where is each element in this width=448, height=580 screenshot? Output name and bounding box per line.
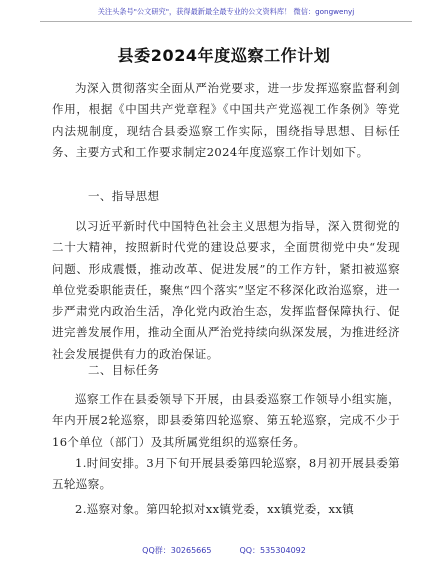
footer-qq: QQ：535304092 [239,546,306,555]
section-heading-goals: 二、目标任务 [88,363,160,377]
inspection-targets-item: 2.巡察对象。第四轮拟对xx镇党委，xx镇党委，xx镇 [75,502,355,516]
guiding-thought-paragraph: 以习近平新时代中国特色社会主义思想为指导，深入贯彻党的二十大精神，按照新时代党的建设总要求，全面贯彻党中央“发现问题、形成震慑，推动改革、促进发展”的工作方针，紧扣被巡察单位党委职能责任，聚焦“四个落实”坚定不移深化政治巡察，进一步严肃党内政治生活，净化党内政治生态，发挥监督保障执行、促进完善发展作用，推动全面从严治党持续向纵深发展，为推进经济社会发展提供有力的政治保证。 [52,219,400,361]
section-heading-guiding-thought: 一、指导思想 [88,189,160,203]
schedule-item: 1.时间安排。3月下旬开展县委第四轮巡察，8月初开展县委第五轮巡察。 [52,456,400,492]
footer-contacts [0,545,448,556]
intro-paragraph: 为深入贯彻落实全面从严治党要求，进一步发挥巡察监督利剑作用，根据《中国共产党章程》《中国共产党巡视工作条例》等党内法规制度，现结合县委巡察工作实际，围绕指导思想、目标任务、主要方式和工作要求制定2024年度巡察工作计划如下。 [52,81,400,159]
goals-paragraph: 巡察工作在县委领导下开展，由县委巡察工作领导小组实施，年内开展2轮巡察，即县委第四轮巡察、第五轮巡察，完成不少于16个单位（部门）及其所属党组织的巡察任务。 [52,392,400,449]
document-title: 县委2024年度巡察工作计划 [117,46,331,65]
header-note: 关注头条号"公文研究"，获得最新最全最专业的公文资料库！ 微信：gongwenyj [40,7,412,22]
footer-qq-group: QQ群：30265665 [142,546,212,555]
